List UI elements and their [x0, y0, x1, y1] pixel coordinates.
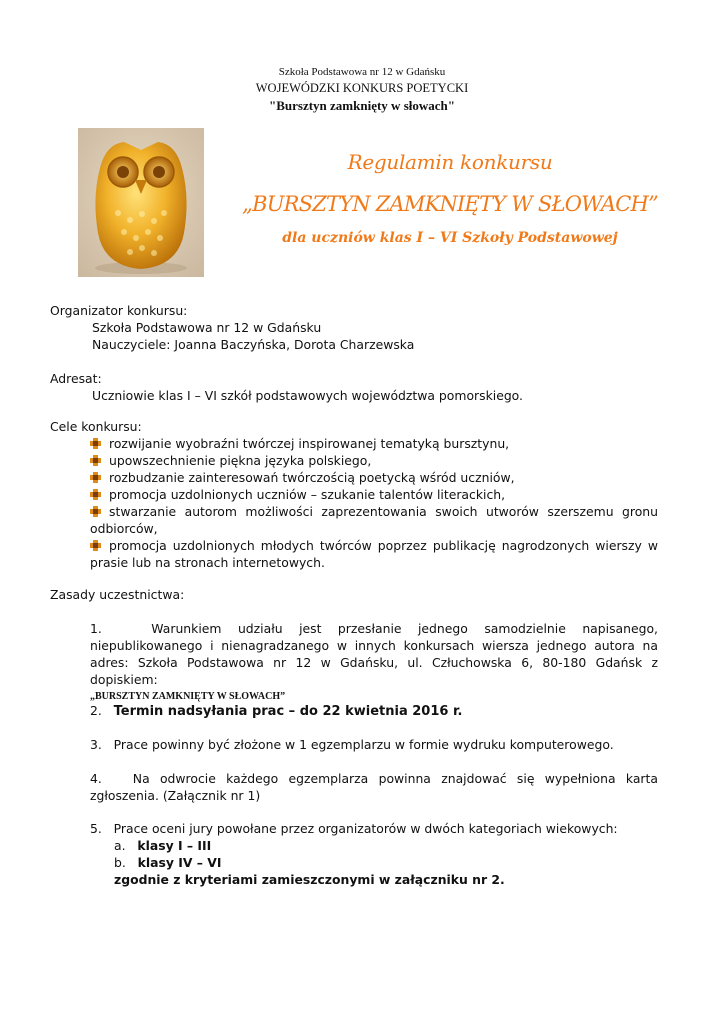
criteria-text: zgodnie z kryteriami zamieszczonymi w załączniku nr 2. [114, 872, 505, 887]
rule-1-number: 1. [90, 621, 102, 636]
goal-text: promocja uzdolnionych uczniów – szukanie talentów literackich, [109, 487, 506, 502]
rules-label: Zasady uczestnictwa: [50, 587, 185, 602]
goal-item [90, 503, 658, 537]
rule-1-note: „BURSZTYN ZAMKNIĘTY W SŁOWACH” [90, 691, 286, 702]
organizer-teachers: Nauczyciele: Joanna Baczyńska, Dorota Charzewska [92, 337, 415, 352]
rule-2-text: Termin nadsyłania prac – do 22 kwietnia 2016 r. [113, 704, 463, 719]
organizer-section [50, 302, 414, 353]
header-contest-name: "Bursztyn zamknięty w słowach" [269, 98, 455, 113]
rule-1-text: Warunkiem udziału jest przesłanie jednego samodzielnie napisanego, niepublikowanego i nienagradzanego w innych konkursach wiersza jednego autora na adres: Szkoła Podstawowa nr 12 w Gdańsku, ul. Człuchowska 6, 80-180 Gdańsk z dopiskiem: [90, 621, 658, 687]
rule-3-number: 3. [90, 737, 102, 752]
goal-item [90, 452, 658, 469]
category-b-text: klasy IV – VI [137, 855, 222, 870]
category-a [90, 837, 658, 854]
rule-4 [90, 770, 658, 804]
addressee-label: Adresat: [50, 371, 102, 386]
category-b-mark: b. [114, 855, 126, 870]
organizer-school: Szkoła Podstawowa nr 12 w Gdańsku [92, 320, 322, 335]
goal-item [90, 486, 658, 503]
goal-text: promocja uzdolnionych młodych twórców poprzez publikację nagrodzonych wierszy w prasie lub na stronach internetowych. [90, 538, 658, 570]
rule-5 [90, 820, 658, 888]
title-audience: dla uczniów klas I – VI Szkoły Podstawowej [282, 230, 618, 246]
goal-text: rozbudzanie zainteresowań twórczością poetycką wśród uczniów, [109, 470, 515, 485]
rule-2-number: 2. [90, 703, 102, 718]
title-contest-name: „BURSZTYN ZAMKNIĘTY W SŁOWACH” [242, 192, 658, 216]
amber-owl-image [78, 128, 204, 277]
rule-3 [90, 736, 658, 753]
goals-label: Cele konkursu: [50, 419, 142, 434]
goal-item [90, 469, 658, 486]
goal-text: rozwijanie wyobraźni twórczej inspirowanej tematyką bursztynu, [109, 436, 510, 451]
bullet-icon [90, 453, 101, 464]
header-contest: WOJEWÓDZKI KONKURS POETYCKI [255, 81, 469, 95]
bullet-icon [90, 436, 101, 447]
rule-3-text: Prace powinny być złożone w 1 egzemplarzu w formie wydruku komputerowego. [113, 737, 614, 752]
goal-item [90, 537, 658, 571]
rule-4-number: 4. [90, 771, 102, 786]
bullet-icon [90, 504, 101, 515]
addressee-section [50, 370, 523, 404]
bullet-icon [90, 538, 101, 549]
header-school: Szkoła Podstawowa nr 12 w Gdańsku [278, 66, 446, 78]
criteria-note [90, 871, 658, 888]
category-b [90, 854, 658, 871]
rule-2 [90, 702, 658, 720]
organizer-label: Organizator konkursu: [50, 303, 188, 318]
rule-1 [90, 620, 658, 705]
addressee-text: Uczniowie klas I – VI szkół podstawowych województwa pomorskiego. [92, 388, 523, 403]
bullet-icon [90, 470, 101, 481]
goal-text: stwarzanie autorom możliwości zaprezentowania swoich utworów szerszemu gronu odbiorców, [90, 504, 658, 536]
category-a-mark: a. [114, 838, 126, 853]
rule-5-text: Prace oceni jury powołane przez organizatorów w dwóch kategoriach wiekowych: [113, 821, 618, 836]
rule-4-text: Na odwrocie każdego egzemplarza powinna znajdować się wypełniona karta zgłoszenia. (Załącznik nr 1) [90, 771, 658, 803]
goals-list [90, 435, 658, 571]
goal-item [90, 435, 658, 452]
title-regulamin: Regulamin konkursu [347, 150, 553, 174]
bullet-icon [90, 487, 101, 498]
goal-text: upowszechnienie piękna języka polskiego, [109, 453, 372, 468]
category-a-text: klasy I – III [137, 838, 212, 853]
rule-5-number: 5. [90, 821, 102, 836]
